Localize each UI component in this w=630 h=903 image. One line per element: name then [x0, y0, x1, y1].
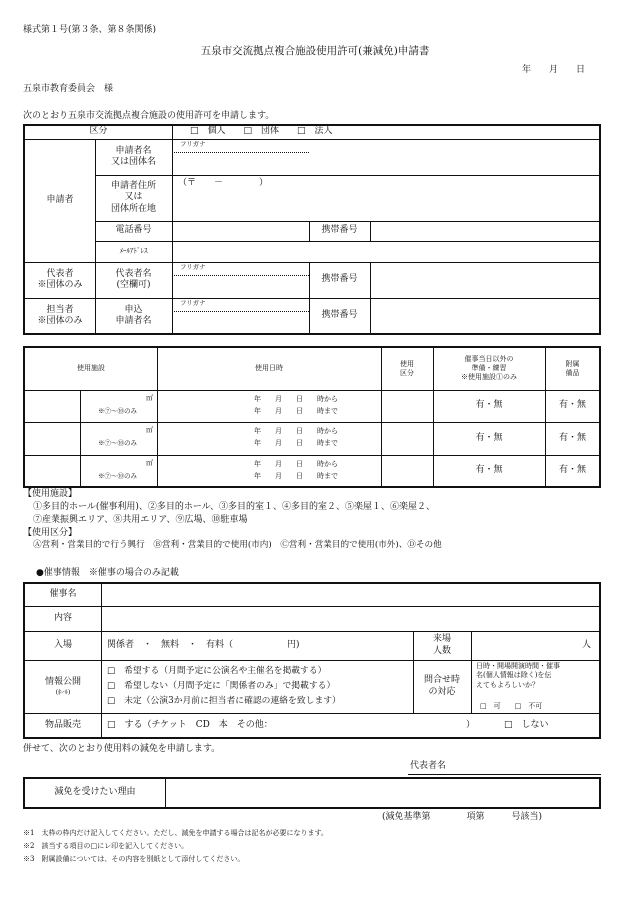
- date-line[interactable]: 年 月 日: [522, 65, 586, 75]
- sales-do-option[interactable]: □ する（チケット CD 本 その他：: [107, 720, 273, 730]
- email-label: ﾒｰﾙｱﾄﾞﾚｽ: [119, 247, 148, 256]
- inquiry-label: 問合せ時 の対応: [423, 675, 460, 697]
- usage-to[interactable]: 年 月 日 時まで: [254, 439, 338, 447]
- equipment-choice[interactable]: 有・無: [558, 432, 586, 443]
- sales-close-paren: ）: [466, 720, 476, 730]
- category-legend-title: 【使用区分】: [23, 528, 78, 538]
- facility-legend-title: 【使用施設】: [23, 489, 78, 499]
- furigana-label: フリガナ: [180, 140, 206, 148]
- datetime-header: 使用日時: [255, 364, 283, 373]
- area-note: ※⑦～⑩のみ: [98, 407, 137, 415]
- note-1: ※1 太枠の枠内だけ記入してください。ただし、減免を申請する場合は記名が必要になります。: [23, 829, 328, 837]
- preparation-choice[interactable]: 有・無: [475, 400, 503, 411]
- equipment-choice[interactable]: 有・無: [558, 400, 586, 411]
- reduction-reason-label: 減免を受けたい理由: [54, 787, 136, 798]
- contact-person-label: 担当者 ※団体のみ: [37, 304, 83, 326]
- preparation-header: 催事当日以外の 準備・練習 ※使用施設①のみ: [461, 355, 517, 381]
- usage-to[interactable]: 年 月 日 時まで: [254, 472, 338, 480]
- mobile-label: 携帯番号: [321, 225, 358, 236]
- public-option-no[interactable]: □ 希望しない（月間予定に「関係者のみ」で掲載する）: [107, 681, 336, 691]
- furigana-label: フリガナ: [180, 299, 206, 307]
- admission-options[interactable]: 関係者 ・ 無料 ・ 有料（ 円): [107, 639, 300, 650]
- visitors-unit: 人: [582, 640, 592, 650]
- preparation-choice[interactable]: 有・無: [475, 432, 503, 443]
- public-option-undecided[interactable]: □ 未定（公演3か月前に担当者に確認の連絡を致します）: [107, 696, 341, 706]
- admission-label: 入場: [53, 639, 72, 650]
- event-section-title: ●催事情報 ※催事の場合のみ記載: [36, 568, 179, 578]
- facility-legend-line2: ⑦産業振興エリア、⑧共用エリア、⑨広場、⑩駐車場: [33, 515, 248, 525]
- category-options[interactable]: □ 個人 □ 団体 □ 法人: [190, 126, 333, 137]
- note-3: ※3 附属設備については、その内容を別紙として添付してください。: [23, 855, 245, 863]
- reduction-basis[interactable]: (減免基準第 項第 号該当): [382, 812, 543, 822]
- public-info-sublabel: (ﾎｰﾙ): [55, 688, 71, 697]
- sales-dont-option[interactable]: □ しない: [504, 720, 549, 730]
- preparation-choice[interactable]: 有・無: [475, 465, 503, 476]
- intro-text: 次のとおり五泉市交流拠点複合施設の使用許可を申請します。: [23, 111, 275, 121]
- area-unit: ㎡: [146, 426, 153, 434]
- usage-from[interactable]: 年 月 日 時から: [254, 427, 338, 435]
- furigana-label: フリガナ: [180, 263, 206, 271]
- equipment-choice[interactable]: 有・無: [558, 465, 586, 476]
- addressee: 五泉市教育委員会 様: [23, 84, 114, 94]
- representative-label: 代表者 ※団体のみ: [37, 268, 83, 290]
- area-unit: ㎡: [146, 459, 153, 467]
- event-content-label: 内容: [53, 612, 72, 623]
- reduction-intro: 併せて、次のとおり使用料の減免を申請します。: [23, 744, 221, 754]
- phone-label: 電話番号: [115, 225, 152, 236]
- applicant-name-label: 申請者名 又は団体名: [110, 145, 156, 167]
- representative-name-label: 代表者名 (空欄可): [115, 268, 152, 290]
- applicant-address-label: 申請者住所 又は 団体所在地: [110, 181, 156, 214]
- inquiry-question: 日時・開場開演時間・催事 名(個人情報は除く)を伝 えてもよろしいか？: [476, 662, 560, 689]
- mobile-label: 携帯番号: [321, 310, 358, 321]
- contact-name-label: 申込 申請者名: [115, 304, 152, 326]
- usage-category-header: 使用 区分: [400, 359, 414, 377]
- public-option-yes[interactable]: □ 希望する（月間予定に公演名や主催名を掲載する）: [107, 666, 327, 676]
- category-legend-line: Ⓐ営利・営業目的で行う興行 Ⓑ営利・営業目的で使用(市内) Ⓒ営利・営業目的で使用(市外)、Ⓓその他: [33, 540, 442, 550]
- event-name-label: 催事名: [49, 588, 77, 599]
- page-title: 五泉市交流拠点複合施設使用許可(兼減免)申請書: [200, 45, 430, 57]
- public-info-label: 情報公開: [44, 676, 81, 687]
- usage-from[interactable]: 年 月 日 時から: [254, 395, 338, 403]
- note-2: ※2 該当する項目の□にレ印を記入してください。: [23, 842, 189, 850]
- public-info-cell: [25, 660, 101, 713]
- usage-from[interactable]: 年 月 日 時から: [254, 460, 338, 468]
- sales-label: 物品販売: [44, 719, 81, 730]
- area-note: ※⑦～⑩のみ: [98, 472, 137, 480]
- visitors-label: 来場 人数: [432, 634, 451, 656]
- form-number: 様式第１号(第３条、第８条関係): [23, 25, 157, 35]
- inquiry-options[interactable]: □ 可 □ 不可: [480, 702, 543, 710]
- category-label: 区分: [89, 126, 108, 137]
- applicant-label: 申請者: [46, 194, 74, 205]
- equipment-header: 附属 備品: [565, 359, 580, 377]
- facility-legend-line1: ①多目的ホール(催事利用)、②多目的ホール、③多目的室１、④多目的室２、⑤楽屋１、⑥楽屋２、: [33, 502, 435, 512]
- reduction-rep-label: 代表者名: [410, 761, 447, 771]
- facility-header: 使用施設: [77, 364, 105, 373]
- area-note: ※⑦～⑩のみ: [98, 439, 137, 447]
- area-unit: ㎡: [146, 394, 153, 402]
- postal-code-field[interactable]: （〒 － ）: [178, 178, 269, 188]
- usage-to[interactable]: 年 月 日 時まで: [254, 407, 338, 415]
- mobile-label: 携帯番号: [321, 274, 358, 285]
